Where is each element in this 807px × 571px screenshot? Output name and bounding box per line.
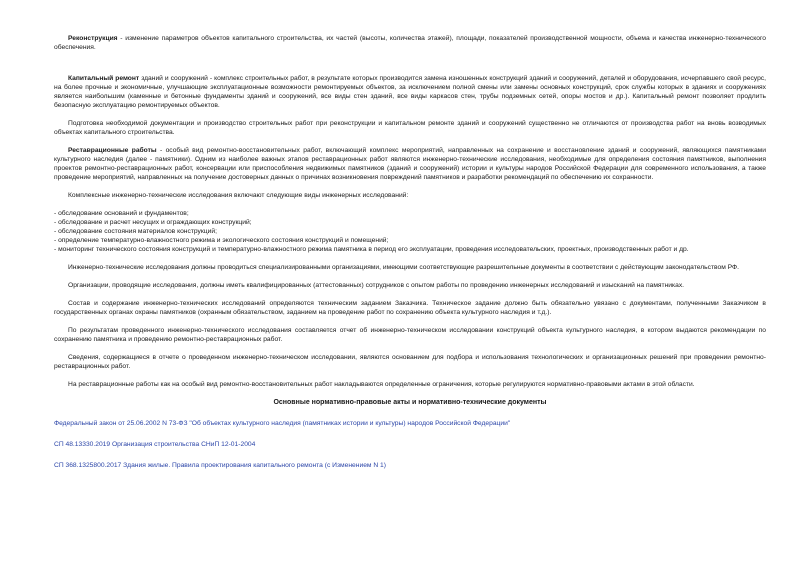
list-item: - обследование состояния материалов конструкций;	[54, 228, 217, 235]
link-federal-law[interactable]: Федеральный закон от 25.06.2002 N 73-ФЗ "Об объектах культурного наследия (памятниках истории и культуры) народов Российской Федерации"	[54, 420, 511, 427]
paragraph-report: По результатам проведенного инженерно-технического исследования составляется отчет об инженерно-техническом исследовании конструкций объекта культурного наследия, в котором выдаются рекомендации по сохранению памятника и проведению ремонтно-реставрационных работ.	[54, 327, 766, 343]
definition-text: - особый вид ремонтно-восстановительных работ, включающий комплекс мероприятий, направленных на сохранение и восстановление зданий и сооружений, являющихся памятниками культурного наследия (далее - памятники). Одним из наиболее важных этапов реставрационных работ являются инженерно-технические исследования, необходимые для определения состояния памятников, выполнения проектов ремонтно-реставрационных работ, консервации или приспособления недвижимых памятников (зданий и сооружений) истории и культуры народов Российской Федерации для современного использования, а также проведение мероприятий, направленных на получение достоверных данных о причинах возникновения повреждений памятников и разработки рекомендаций по обеспечению их сохранности.	[54, 147, 766, 181]
list-item: - обследование и расчет несущих и ограждающих конструкций;	[54, 219, 252, 226]
list-item: - обследование оснований и фундаментов;	[54, 210, 189, 217]
definition-text: зданий и сооружений - комплекс строительных работ, в результате которых производится замена изношенных конструкций зданий и сооружений, деталей и оборудования, исчерпавшего свой ресурс, на более прочные и экономичные, улучшающие эксплуатационные возможности ремонтируемых объектов, за исключением полной смены или замены основных конструкций, срок службы которых в зданиях и сооружениях является наибольшим (каменные и бетонные фундаменты зданий и сооружений, все виды стен зданий, все виды каркасов стен, трубы подземных сетей, опоры мостов и др.). Капитальный ремонт позволяет продлить безопасную эксплуатацию ремонтируемых объектов.	[54, 75, 766, 109]
list-item: - мониторинг технического состояния конструкций и температурно-влажностного режима памятника в период его эксплуатации, проведения исследовательских, проектных, производственных работ и др.	[54, 246, 689, 253]
paragraph-reconstruction	[54, 34, 766, 52]
paragraph-capital-repair	[54, 74, 766, 110]
link-sp-48[interactable]: СП 48.13330.2019 Организация строительства СНиП 12-01-2004	[54, 441, 256, 448]
term-restoration: Реставрационные работы	[68, 147, 157, 154]
definition-text: - изменение параметров объектов капитального строительства, их частей (высоты, количества этажей), площади, показателей производственной мощности, объема и качества инженерно-технического обеспечения.	[54, 35, 766, 51]
term-reconstruction: Реконструкция	[68, 35, 118, 42]
term-capital-repair: Капитальный ремонт	[68, 75, 140, 82]
paragraph-restrictions: На реставрационные работы как на особый вид ремонтно-восстановительных работ накладываются определенные ограничения, которые регулируются нормативно-правовыми актами в этой области.	[68, 381, 695, 388]
link-sp-368[interactable]: СП 368.1325800.2017 Здания жилые. Правила проектирования капитального ремонта (с Изменением N 1)	[54, 462, 387, 469]
paragraph-restoration	[54, 146, 766, 182]
paragraph-qualified-staff: Организации, проводящие исследования, должны иметь квалифицированных (аттестованных) сотрудников с опытом работы по проведению инженерных исследований и изысканий на памятниках.	[68, 282, 685, 289]
paragraph-technical-task: Состав и содержание инженерно-технических исследований определяются техническим заданием Заказчика. Техническое задание должно быть обязательно увязано с документами, полученными Заказчиком в государственных органах охраны памятников (охранным обязательством, заданием на проведение работ по сохранению объекта культурного наследия и т.д.).	[54, 300, 766, 316]
paragraph-specialized-orgs: Инженерно-технические исследования должны проводиться специализированными организациями, имеющими соответствующие разрешительные документы в соответствии с действующим законодательством РФ.	[68, 264, 739, 271]
paragraph-complex-research: Комплексные инженерно-технические исследования включают следующие виды инженерных исследований:	[68, 192, 409, 199]
document-body	[54, 34, 766, 470]
section-title: Основные нормативно-правовые акты и нормативно-технические документы	[273, 399, 547, 406]
bullet-list	[54, 209, 766, 254]
list-item: - определение температурно-влажностного режима и экологического состояния конструкций и помещений;	[54, 237, 389, 244]
paragraph-preparation: Подготовка необходимой документации и производство строительных работ при реконструкции и капитальном ремонте зданий и сооружений существенно не отличаются от производства работ на вновь возводимых объектах капитального строительства.	[54, 120, 766, 136]
paragraph-report-basis: Сведения, содержащиеся в отчете о проведенном инженерно-техническом исследовании, являются основанием для подбора и использования технологических и организационных решений при проведении ремонтно-реставрационных работ.	[54, 354, 766, 370]
